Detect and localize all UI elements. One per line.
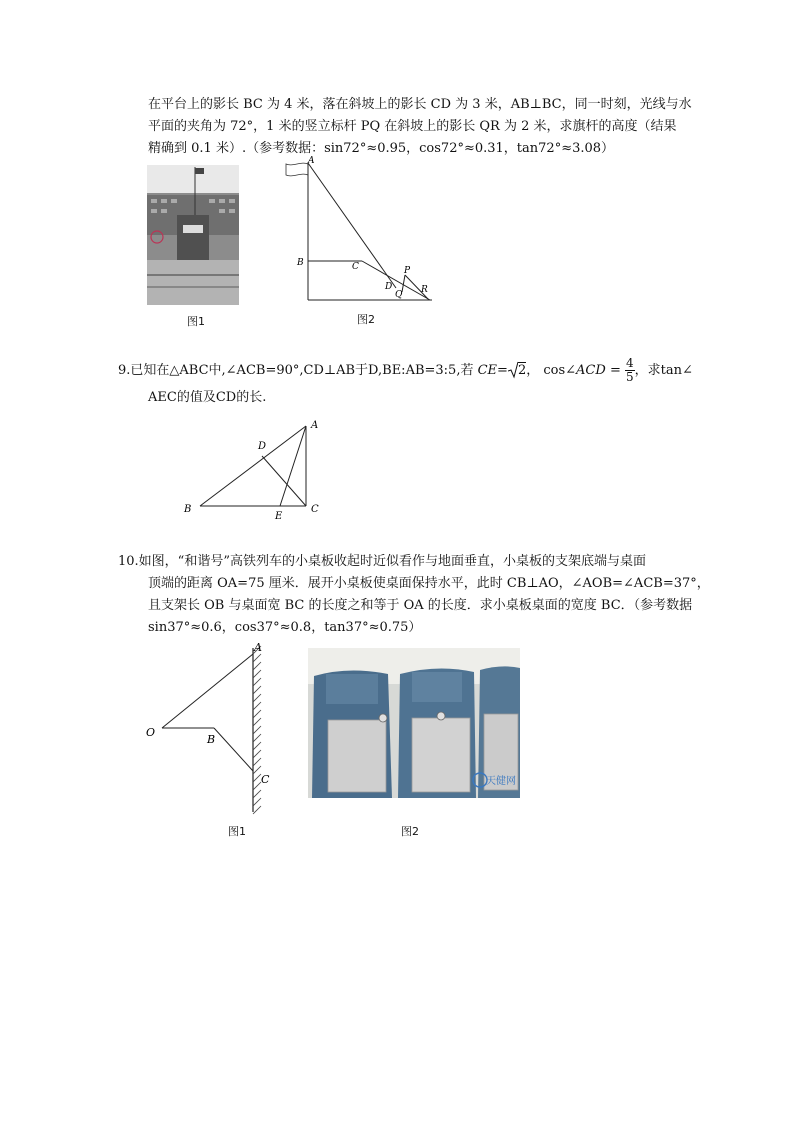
q9-number: 9. xyxy=(118,363,131,378)
q8-figure-1-caption: 图1 xyxy=(187,315,205,328)
q9-line-1 xyxy=(118,357,693,384)
q9-ce: CE xyxy=(477,363,498,378)
q10-figure-1-caption: 图1 xyxy=(228,825,246,838)
q9-figure-diagram xyxy=(180,415,330,525)
q9-cos: cos∠ xyxy=(543,363,577,378)
q9-eq-2: = xyxy=(609,363,621,378)
q8-label-p: P xyxy=(404,266,411,276)
q8-line-2: 平面的夹角为 72°，1 米的竖立标杆 PQ 在斜坡上的影长 QR 为 2 米，求旗杆的高度（结果 xyxy=(148,119,677,134)
q10-label-a: A xyxy=(254,641,262,654)
q8-label-a: A xyxy=(308,156,315,166)
q8-label-q: Q xyxy=(395,290,403,300)
q8-figure-2-caption: 图2 xyxy=(357,313,375,326)
q9-label-a: A xyxy=(311,420,319,431)
q8-figure-2-diagram xyxy=(282,155,434,305)
q10-watermark: 天健网 xyxy=(486,776,516,787)
q9-fraction-denominator: 5 xyxy=(626,370,634,384)
q9-text-b: ，求tan∠ xyxy=(634,363,693,378)
q10-figure-1-diagram xyxy=(142,640,282,820)
q10-label-b: B xyxy=(207,733,216,746)
q9-label-b: B xyxy=(184,504,192,515)
q9-text-a: 已知在△ABC中,∠ACB=90°,CD⊥AB于D,BE:AB=3:5,若 xyxy=(130,363,474,378)
q9-label-d: D xyxy=(258,441,267,452)
q10-line-2: 顶端的距离 OA=75 厘米．展开小桌板使桌面保持水平，此时 CB⊥AO，∠AOB=∠ACB=37°， xyxy=(148,576,710,591)
q10-figure-2-photo xyxy=(308,648,520,798)
q8-label-b: B xyxy=(297,258,304,268)
q9-eq: = xyxy=(497,363,508,378)
q10-label-c: C xyxy=(261,773,270,786)
q9-comma: ， xyxy=(526,363,540,378)
q9-acd: ACD xyxy=(576,363,606,378)
q10-line-3: 且支架长 OB 与桌面宽 BC 的长度之和等于 OA 的长度．求小桌板桌面的宽度 BC．（参考数据 xyxy=(148,598,693,613)
q9-sqrt xyxy=(508,362,526,380)
q9-line-2: AEC的值及CD的长. xyxy=(148,390,267,405)
q10-label-o: O xyxy=(146,726,156,739)
q8-label-r: R xyxy=(421,285,428,295)
q8-label-c: C xyxy=(352,262,359,272)
q8-label-d: D xyxy=(385,282,393,292)
q9-fraction xyxy=(625,357,635,384)
q8-line-1: 在平台上的影长 BC 为 4 米，落在斜坡上的影长 CD 为 3 米，AB⊥BC，同一时刻，光线与水 xyxy=(148,97,692,112)
q10-line-1: 10.如图，“和谐号”高铁列车的小桌板收起时近似看作与地面垂直，小桌板的支架底端与桌面 xyxy=(118,554,646,569)
q10-line-4: sin37°≈0.6，cos37°≈0.8，tan37°≈0.75） xyxy=(148,620,422,635)
q9-sqrt-value: 2 xyxy=(517,363,527,378)
q8-line-3: 精确到 0.1 米）.（参考数据：sin72°≈0.95，cos72°≈0.31，tan72°≈3.08） xyxy=(148,141,615,156)
q9-label-c: C xyxy=(311,504,319,515)
q10-figure-2-caption: 图2 xyxy=(401,825,419,838)
q9-fraction-numerator: 4 xyxy=(626,356,634,370)
q9-label-e: E xyxy=(275,511,283,522)
q8-figure-1-photo xyxy=(147,165,239,305)
